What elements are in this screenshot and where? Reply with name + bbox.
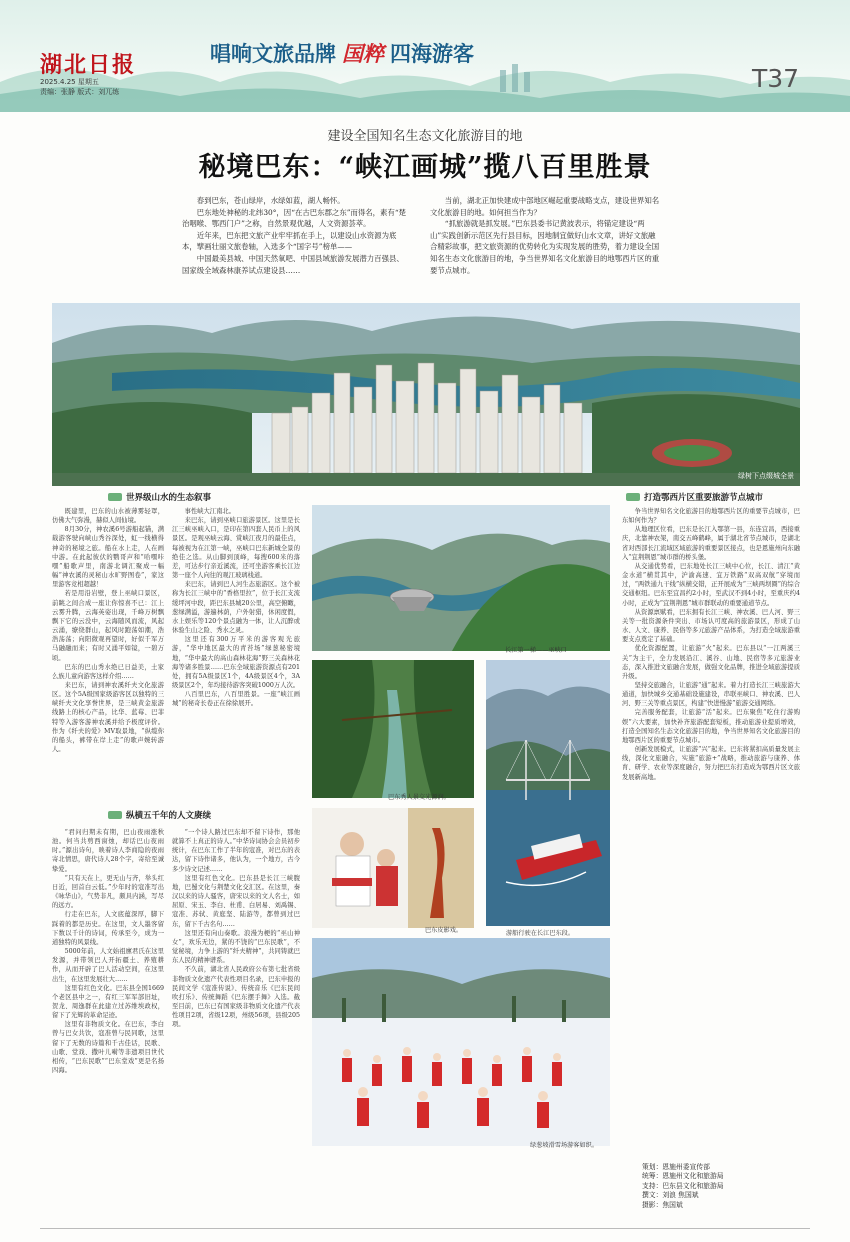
paragraph: “君问归期未有期，巴山夜雨涨秋池。何当共剪西窗烛，却话巴山夜雨时。”源出诗句，映着诗人李商隐的夜雨寄北情思，唐代诗人28个字，寄给至诚挚爱。	[52, 829, 164, 873]
article-column-3	[52, 828, 164, 1200]
photo-caption: 长江第一梯——巫峡口	[505, 647, 567, 654]
lead-paragraph: 巴东地处神秘的北纬30°，因“在古巴东郡之东”而得名，素有“楚治咽喉、鄂西门户”之称，自然景观优越，人文资源荟萃。	[182, 207, 406, 229]
paragraph: 既建里，巴东的山水被薄雾轻罩，仿佛大气弥漫，赫似人间仙境。	[52, 508, 164, 525]
paragraph: 优化资源配置，让旅游“火”起来。巴东县以“一江两溪三关”为主干，全力发展沿江、溪谷、山地、民宿等多元旅游业态，深入推进文旅融合发展，做强文化品牌，推进全域旅游提质升级。	[622, 645, 800, 680]
section-heading-text: 打造鄂西片区重要旅游节点城市	[644, 492, 764, 503]
paragraph: 从交通优势看，巴东地处长江三峡中心位，长江、清江“黄金水道”横贯其中，沪渝高速、宜万铁路“双高双航”穿境而过，“两铁通九干线”纵横交错，正开展成为“三峡两坝圈”的综合交通枢纽。巴东至宜昌约2小时，至武汉不到4小时，至重庆约4小时，正成为“宜荆荆恩”城市群联动的重要通道节点。	[622, 562, 800, 607]
paragraph: 5000年前，人文始祖廪君氏在这里发源，并带领巴人开拓疆土、养殖耕作，从而开辟了巴人活动空间，在这里出生，在这里发展壮大……	[52, 948, 164, 983]
article-column-1	[52, 507, 164, 795]
paragraph: “一个诗人路过巴东却不留下诗作，那他就算不上真正的诗人。”中华诗词协会会员初步统计，在巴东工作了半年的寇准，对巴东的表达，留下诗作诸多，他认为，一个地方，古今多少诗文记述……	[172, 829, 300, 873]
paragraph: 这里有非物质文化。在巴东，李白曾与巴女共饮，寇准曾与民同歌，这里留下了无数的诗篇和千古佳话，民歌、山歌、堂戏、撒叶儿嗬等非遗项目世代相传，“巴东民歌”“巴东堂戏”更是名扬四海。	[52, 1021, 164, 1075]
paragraph: 从资源禀赋看，巴东拥有长江三峡、神农溪、巴人河、野三关等一批资源条件突出、市场认可度高的旅游景区，形成了山水、人文、康养、民俗等多元旅游产品体系，为打造全域旅游重要支点奠定了基础。	[622, 608, 800, 644]
bottom-divider	[40, 1228, 810, 1229]
section-banner	[210, 38, 474, 68]
leaf-icon	[108, 493, 122, 501]
paragraph: 完善服务配套，让旅游“活”起来。巴东聚焦“吃住行游购娱”六大要素，加快补齐旅游配套短板，推动旅游业提质增效，打造全国知名生态文化旅游目的地，争当世界知名文化旅游目的地鄂西片区的重要节点城市。	[622, 709, 800, 744]
valley-image	[312, 660, 474, 798]
kicker: 建设全国知名生态文化旅游目的地	[327, 129, 523, 144]
section-heading-text: 世界级山水的生态叙事	[126, 492, 212, 503]
hero-photo	[52, 303, 800, 486]
dateline	[40, 77, 119, 97]
cruise-ship-image	[486, 660, 610, 926]
photo-wuxia-gorge	[312, 505, 610, 651]
hero-caption: 绿树下点缀城全景	[738, 472, 794, 480]
photo-river-valley	[312, 660, 474, 798]
lead-paragraph: 春到巴东，苍山绿岸，水绿如蓝，湖人畅怀。	[196, 196, 345, 205]
masthead	[0, 0, 850, 112]
photo-caption: 巴东皮影戏。	[425, 927, 463, 934]
paragraph: 坚持交旅融合，让旅游“通”起来。着力打造长江三峡旅游大通道，加快城乡交通基础设施建设，串联巫峡口、神农溪、巴人河、野三关等重点景区，构建“快进慢游”旅游交通网络。	[622, 681, 800, 708]
paragraph: 这里有红色文化。巴东县全国1669个老区县中之一，有红三军军部旧址，贺龙、周逸群在此建立过苏维埃政权，留下了光辉的革命足迹。	[52, 984, 164, 1020]
paragraph: “只有天在上，更无山与齐，举头红日近，回首白云低。”少年时的寇准写出《咏华山》，气势非凡，颇具内涵，写尽的远方。	[52, 874, 164, 910]
paragraph: 这里还有300万平米的游客观光旅游，“华中地区最大的青苔场”绿葱秘密境地，“华中最大的高山森林花海”野三关森林花海等诸多胜景……巴东全域旅游资源点有201处，拥有5A级景区1个，4A级景区4个，3A级景区2个，年均接待游客突破1000万人次。	[172, 636, 300, 689]
page-title: 秘境巴东：“峡江画城”揽八百里胜景	[198, 152, 652, 183]
banner-right-text: 四海游客	[390, 42, 474, 66]
ski-resort-image	[312, 938, 610, 1146]
photo-caption: 绿葱坡滑雪场游客如织。	[530, 1142, 599, 1149]
lead-paragraph: “抓旅游就是抓发展。”巴东县委书记黄波表示，将锚定建设“两山”实践创新示范区先行县目标，因地制宜做好山水文章，讲好文旅融合精彩故事，把文旅资源的优势转化为实现发展的胜势，着力建设全国知名生态文化旅游目的地，争当世界知名文化旅游目的地鄂西片区的重要节点城市。	[430, 219, 660, 275]
city-panorama-image	[52, 303, 800, 486]
photo-caption: 巴东秀人景交光源润。	[388, 794, 450, 801]
section-heading-culture	[108, 808, 308, 821]
credit-line: 撰文：刘浪 焦国斌	[642, 1191, 699, 1200]
gorge-landscape-image	[312, 505, 610, 651]
paragraph: 若是用沿岩壁，登上巫峡口景区，前眺之间合成一座让你惊喜不已：江上云雾升腾，云海英姿出现，千峰万树飘飘下它的云没中，云海随风而流，风起云涌，缭绕群山，起风时跑荡如潮，浩浩荡荡；向阳微观再望时，好似千军万马融融而来；有时又涌平如镜，一碧万顷。	[52, 590, 164, 662]
paragraph: 这里有红色文化。巴东县是长江三峡腹地，巴蜀文化与荆楚文化交汇区。在这里，秦汉以来的诗人骚客，唐宋以来的文人名士，如屈原、宋玉、李白、杜甫、白居易、刘禹锡、寇准、苏轼、黄庭坚、陆游等，都曾到过巴东，留下千古名句……	[172, 874, 300, 928]
section-heading-tourism-node	[626, 490, 806, 503]
credit-line: 支持：巴东县文化和旅游局	[642, 1181, 724, 1190]
shadow-puppet-image	[312, 808, 474, 928]
paragraph: 来巴东，请到巴人河生态旅游区。这个被称为长江三峡中的“香格里拉”，位于长江支流缓坪河中段，距巴东县城20公里，高空俯瞰，葱绿满溢，游遍林荫，户外射猎，休闲度假，水上娱乐等120个景点融为一体，让人沉醉或休验生山之险、秀水之灵。	[172, 581, 300, 635]
paragraph: 事性峡大江南北。	[184, 508, 235, 515]
page-number: T37	[752, 64, 800, 93]
lead-left	[182, 195, 410, 276]
section-heading-ecology	[108, 490, 308, 503]
article-column-4	[172, 828, 300, 1200]
credit-line: 统筹：恩施州文化和旅游局	[642, 1172, 724, 1181]
section-heading-text: 纵横五千年的人文赓续	[126, 810, 212, 821]
lead-paragraph: 当前，湖北正加快建成中部地区崛起重要战略支点，建设世界知名文化旅游目的地。如何担当作为？	[430, 196, 660, 217]
paragraph: 来巴东，请到巫峡口旅游景区。这里是长江三峡巫峡入口，是印在第四套人民币上的风景区。是观巫峡云海、赏峡江夜月的最佳点，每被视为在江第一峡，巫峡口巴东新城全景的绝佳之选。从山脚到顶峰，每搜600米的落差，可达步行亲近溪流，还可坐游客乘长江边第一座个人向往的观江玻璃栈道。	[172, 517, 300, 580]
leaf-icon	[108, 811, 122, 819]
lead-paragraph: 中国最美县城、中国天然氧吧、中国县域旅游发展潜力百强县、国家级全域森林康养试点建设县……	[182, 253, 404, 275]
paragraph: 争当世界知名文化旅游目的地鄂西片区的重要节点城市，巴东如何作为？	[622, 508, 800, 525]
paragraph: 巴东的巴山秀水绝已日益美，土家么族儿童向游客这样介绍……	[52, 663, 164, 680]
credit-line: 策划：恩施州委宣传部	[642, 1163, 710, 1171]
photo-caption: 游船行驶在长江巴东段。	[506, 930, 575, 937]
photo-ski-resort	[312, 938, 610, 1146]
paragraph: 8月30分，神农溪6号游船起锚，满载游客驶向峡山秀谷深处，虹一线横得神奇的秘境之旅。船在水上走，人在画中游。在此起彼伏的鹦哥声和“哈嘿咔嘿”船歌声里，南游北调汇聚成一幅幅“神农溪的灵秘山水旷野图卷”，家这里游客竞相超越！	[52, 526, 164, 589]
article-column-2	[172, 507, 300, 795]
leaf-icon	[626, 493, 640, 501]
paragraph: 这里还有向山奏歌。浪漫为梗的“巫山神女”，欢乐无边，紧的不饶的“巴东民歌”，不觉秘境，力争上游的“纤夫精神”，共同铸就巴东人民的精神谱系。	[172, 929, 300, 965]
paragraph: 行走在巴东，人文底蕴深厚，脚下踩着的都是历史。在这里，文人墨客留下数以千计的诗词，传承至今，成为一道独特的风景线。	[52, 911, 164, 946]
editor-credit: 责编：张静 版式：刘兀练	[40, 88, 120, 96]
banner-mid-text: 国粹	[342, 42, 384, 66]
lead-paragraph: 近年来，巴东把文旅产业牢牢抓在手上，以建设山水资源为底本，擘画壮丽文旅卷轴，入选多个“国字号”榜单——	[182, 230, 397, 252]
issue-date: 2025.4.25 星期五	[40, 78, 99, 86]
credit-line: 摄影：焦国斌	[642, 1200, 683, 1209]
lead-right	[430, 195, 660, 276]
paragraph: 八百里巴东，八百里胜景。一座“峡江画城”的秘奇长卷正在徐徐展开。	[172, 691, 300, 708]
paragraph: 不久前，湖北省人民政府公布第七批省级非物质文化遗产代表性项目名录，巴东申报的民间文学《寇准传说》、传统音乐《巴东民间吹打乐》、传统舞蹈《巴东摆手舞》入选。截至目前，巴东已有国家级非物质文化遗产代表性项目2项，省级12项，州级56项，县级205项。	[172, 966, 300, 1029]
article-column-5	[622, 507, 800, 1157]
photo-cruise-ship	[486, 660, 610, 926]
banner-left-text: 唱响文旅品牌	[210, 42, 336, 66]
photo-shadow-puppet	[312, 808, 474, 928]
paragraph: 创新发展模式，让旅游“兴”起来。巴东将紧扣高质量发展主线，深化文旅融合，实施“旅游+”战略，推动旅游与康养、体育、研学、农业等深度融合，努力把巴东打造成为鄂西片区文旅发展新高地。	[622, 746, 800, 781]
newspaper-logo: 湖北日报	[40, 52, 137, 78]
paragraph: 来巴东，请到神农溪纤夫文化旅游区。这个5A级国家级游客区以独特的三峡纤夫文化享誉世界，是三峡黄金旅游线路上的核心产品，比华、蓝莓、巴菲特等入游客游神农溪并给予极度评价。作为《纤夫的爱》MV取景地，“纵缆你的船头，裤带在岸上走”的歌声婉转游人。	[52, 681, 164, 754]
paragraph: 从地理区位看，巴东是长江入鄂第一县，东连宜昌，西接重庆，北靠神农架，南交五峰鹤峰，属于湖北省节点城市，是湖北省对西部长江流域区域旅游的重要景区接点，也是恩施州向东融入“宜荆荆恩”城市群的桥头堡。	[622, 526, 800, 561]
credits-box	[642, 1163, 807, 1210]
